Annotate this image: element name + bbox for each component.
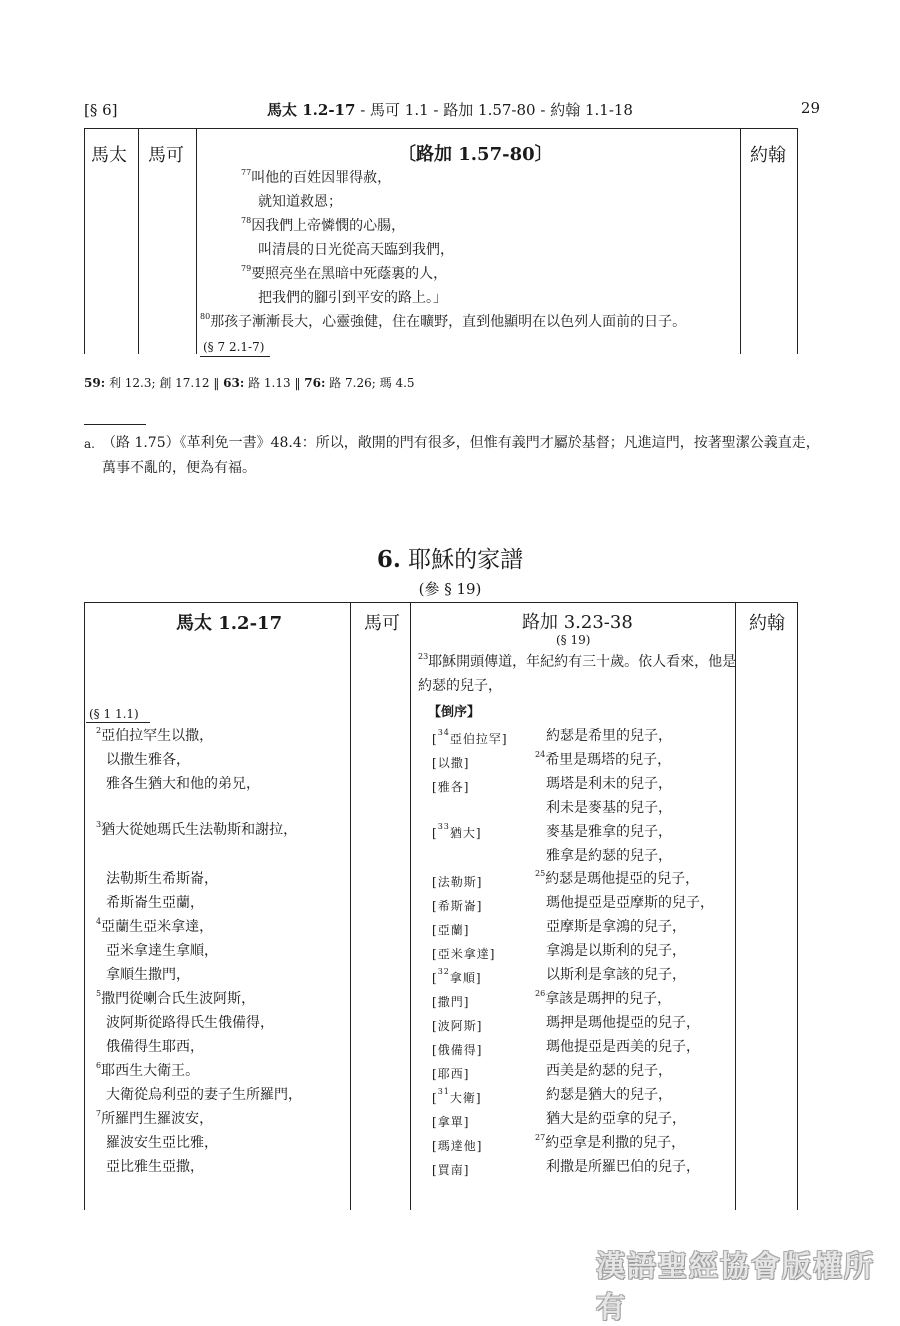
verse-text: 因我們上帝憐憫的心腸， bbox=[251, 218, 406, 234]
header-title-rest: - 馬可 1.1 - 路加 1.57-80 - 約翰 1.1-18 bbox=[355, 101, 633, 119]
col-header-matthew: 馬太 bbox=[91, 145, 127, 166]
name-text: 猶大 bbox=[449, 826, 476, 840]
verse-number: 31 bbox=[437, 1087, 450, 1096]
name-text: 耶西 bbox=[437, 1067, 464, 1081]
col-header-john: 約翰 bbox=[750, 145, 786, 166]
verse-text: 撒門從喇合氏生波阿斯， bbox=[101, 991, 256, 1007]
luke-verse-line bbox=[258, 243, 454, 257]
ref-underline bbox=[86, 722, 150, 723]
table1-top-rule bbox=[84, 128, 798, 129]
reverse-order-name: [拿單] bbox=[432, 1115, 470, 1129]
luke-verse-line bbox=[546, 729, 672, 743]
page-number: 29 bbox=[800, 99, 820, 117]
verse-number: 25 bbox=[535, 869, 546, 878]
table1-col-divider bbox=[740, 128, 741, 354]
table1-col-divider bbox=[138, 128, 139, 354]
table1-col-divider bbox=[84, 128, 85, 354]
verse-text: 亞伯拉罕生以撒， bbox=[101, 728, 214, 744]
reverse-order-name: [瑪達他] bbox=[432, 1139, 483, 1153]
cross-ref-verse-63: 63: bbox=[223, 376, 245, 390]
cross-ref-text: 路 7.26; 瑪 4.5 bbox=[325, 376, 415, 390]
verse-text: 亞比雅生亞撒， bbox=[106, 1159, 204, 1175]
luke-verse-line bbox=[200, 312, 687, 330]
luke-verse-line bbox=[258, 195, 342, 209]
name-text: 拿順 bbox=[449, 971, 476, 985]
luke-verse-line bbox=[535, 750, 672, 768]
verse-text: 雅各生猶大和他的弟兄， bbox=[106, 776, 260, 792]
verse-number: 79 bbox=[241, 264, 252, 273]
luke-intro-line: 約瑟的兒子， bbox=[418, 678, 502, 694]
luke-verse-line bbox=[535, 989, 672, 1007]
col-header-mark: 馬可 bbox=[148, 145, 184, 166]
name-text: 雅各 bbox=[437, 780, 464, 794]
verse-number: 23 bbox=[418, 652, 429, 661]
verse-number: 7 bbox=[96, 1109, 102, 1118]
reverse-order-label: 【倒序】 bbox=[428, 705, 481, 720]
verse-text: 麥基是雅拿的兒子， bbox=[546, 824, 672, 840]
reverse-order-name: [法勒斯] bbox=[432, 875, 483, 889]
matthew-verse-line bbox=[106, 1088, 302, 1102]
verse-text: 把我們的腳引到平安的路上。」 bbox=[258, 290, 447, 306]
verse-text: 希里是瑪塔的兒子， bbox=[545, 752, 672, 768]
verse-text: 利撒是所羅巴伯的兒子， bbox=[546, 1159, 700, 1175]
table2-col-divider bbox=[735, 602, 736, 1210]
matthew-verse-line bbox=[96, 1061, 200, 1079]
reverse-order-name: [撒門] bbox=[432, 995, 470, 1009]
verse-text: 約瑟是瑪他提亞的兒子， bbox=[545, 871, 700, 887]
luke-verse-line bbox=[241, 264, 448, 282]
matthew-verse-line bbox=[96, 1109, 214, 1127]
name-text: 法勒斯 bbox=[437, 875, 477, 889]
luke-verse-line bbox=[546, 1040, 700, 1054]
verse-text: 要照亮坐在黑暗中死蔭裏的人， bbox=[251, 266, 448, 282]
verse-number: 78 bbox=[241, 216, 252, 225]
verse-text: 瑪押是瑪他提亞的兒子， bbox=[546, 1015, 700, 1031]
luke-verse-line bbox=[535, 1133, 686, 1151]
luke-cross-ref: (§ 19) bbox=[556, 633, 591, 647]
footnote-line: 萬事不亂的，便為有福。 bbox=[102, 460, 256, 476]
verse-text: 那孩子漸漸長大，心靈強健，住在曠野，直到他顯明在以色列人面前的日子。 bbox=[210, 314, 687, 330]
cross-references bbox=[84, 377, 415, 389]
table1-col-divider bbox=[797, 128, 798, 354]
matthew-verse-line bbox=[106, 777, 260, 791]
luke-verse-line bbox=[241, 168, 392, 186]
name-text: 大衛 bbox=[449, 1091, 476, 1105]
verse-number: 24 bbox=[535, 750, 546, 759]
footnote-mark: a. bbox=[84, 437, 95, 451]
verse-number: 34 bbox=[437, 728, 450, 737]
col-header-john: 約翰 bbox=[749, 613, 785, 634]
verse-text: 以撒生雅各， bbox=[106, 752, 190, 768]
verse-number: 2 bbox=[96, 726, 102, 735]
verse-text: 亞摩斯是拿鴻的兒子， bbox=[546, 919, 686, 935]
verse-text: 瑪他提亞是亞摩斯的兒子， bbox=[546, 895, 714, 911]
verse-number: 32 bbox=[437, 967, 450, 976]
col-header-luke: 路加 3.23-38 bbox=[522, 612, 633, 633]
ref-underline bbox=[200, 356, 270, 357]
verse-text: 就知道救恩； bbox=[258, 194, 342, 210]
name-text: 以撒 bbox=[437, 756, 464, 770]
matthew-verse-line bbox=[96, 917, 214, 935]
luke-intro-line bbox=[418, 652, 737, 670]
name-text: 亞蘭 bbox=[437, 923, 464, 937]
verse-text: 拿鴻是以斯利的兒子， bbox=[546, 943, 686, 959]
cross-ref-text: 路 1.13 ‖ bbox=[244, 376, 305, 390]
matthew-verse-line bbox=[106, 872, 218, 886]
verse-text: 西美是約瑟的兒子， bbox=[546, 1063, 672, 1079]
luke-verse-line bbox=[546, 801, 672, 815]
verse-text: 約瑟是希里的兒子， bbox=[546, 728, 672, 744]
matthew-verse-line bbox=[96, 820, 298, 838]
luke-verse-line bbox=[241, 216, 406, 234]
reverse-order-name: [$^{31}$大衛] bbox=[432, 1087, 482, 1105]
matthew-verse-line bbox=[106, 753, 190, 767]
luke-verse-line bbox=[546, 1112, 686, 1126]
cross-ref-text: 利 12.3; 創 17.12 ‖ bbox=[105, 376, 224, 390]
section-subtitle: (參 § 19) bbox=[418, 580, 482, 598]
verse-text: 猶大是約亞拿的兒子， bbox=[546, 1111, 686, 1127]
name-text: 亞伯拉罕 bbox=[449, 732, 502, 746]
verse-text: 俄備得生耶西， bbox=[106, 1039, 204, 1055]
luke-verse-line bbox=[546, 849, 672, 863]
table1-col-divider bbox=[196, 128, 197, 354]
footnote-line: （路 1.75）《革利免一書》48.4：所以，敞開的門有很多，但惟有義門才屬於基督；凡進這門，按著聖潔公義直走， bbox=[102, 435, 820, 451]
table2-col-divider bbox=[410, 602, 411, 1210]
copyright-watermark: 漢語聖經協會版權所有 bbox=[596, 1249, 876, 1324]
verse-text: 法勒斯生希斯崙， bbox=[106, 871, 218, 887]
matthew-cross-ref: (§ 1 1.1) bbox=[89, 707, 139, 721]
col-header-matthew: 馬太 1.2-17 bbox=[176, 613, 283, 634]
col-header-luke: 〔路加 1.57-80〕 bbox=[398, 144, 553, 165]
verse-number: 5 bbox=[96, 989, 102, 998]
matthew-verse-line bbox=[106, 968, 190, 982]
luke-verse-line bbox=[258, 291, 447, 305]
verse-text: 瑪塔是利未的兒子， bbox=[546, 776, 672, 792]
footnote-rule bbox=[84, 424, 146, 425]
reverse-order-name: [希斯崙] bbox=[432, 899, 483, 913]
table2-col-divider bbox=[350, 602, 351, 1210]
verse-text: 拿該是瑪押的兒子， bbox=[545, 991, 672, 1007]
section-name: 耶穌的家譜 bbox=[408, 547, 524, 573]
verse-text: 拿順生撒門， bbox=[106, 967, 190, 983]
verse-text: 約瑟是猶大的兒子， bbox=[546, 1087, 672, 1103]
table2-col-divider bbox=[797, 602, 798, 1210]
verse-number: 4 bbox=[96, 917, 102, 926]
reverse-order-name: [俄備得] bbox=[432, 1043, 483, 1057]
verse-text: 耶穌開頭傳道，年紀約有三十歲。依人看來，他是 bbox=[428, 654, 737, 670]
luke-verse-line bbox=[546, 1088, 672, 1102]
section-title bbox=[0, 541, 900, 574]
verse-text: 大衛從烏利亞的妻子生所羅門， bbox=[106, 1087, 302, 1103]
matthew-verse-line bbox=[106, 944, 218, 958]
luke-verse-line bbox=[546, 1064, 672, 1078]
name-text: 買南 bbox=[437, 1163, 464, 1177]
verse-text: 利未是麥基的兒子， bbox=[546, 800, 672, 816]
luke-verse-line bbox=[546, 968, 686, 982]
verse-text: 雅拿是約瑟的兒子， bbox=[546, 848, 672, 864]
reverse-order-name: [$^{33}$猶大] bbox=[432, 822, 482, 840]
col-header-mark: 馬可 bbox=[364, 613, 400, 634]
reverse-order-name: [雅各] bbox=[432, 780, 470, 794]
reverse-order-name: [亞米拿達] bbox=[432, 947, 496, 961]
verse-text: 亞蘭生亞米拿達， bbox=[101, 919, 214, 935]
verse-text: 叫清晨的日光從高天臨到我們， bbox=[258, 242, 454, 258]
table2-top-rule bbox=[84, 602, 798, 603]
verse-text: 叫他的百姓因罪得赦， bbox=[251, 170, 392, 186]
reverse-order-name: [波阿斯] bbox=[432, 1019, 483, 1033]
name-text: 波阿斯 bbox=[437, 1019, 477, 1033]
verse-number: 80 bbox=[200, 312, 211, 321]
verse-text: 波阿斯從路得氏生俄備得， bbox=[106, 1015, 274, 1031]
verse-text: 約亞拿是利撒的兒子， bbox=[545, 1135, 686, 1151]
luke-verse-line bbox=[546, 896, 714, 910]
reverse-order-name: [耶西] bbox=[432, 1067, 470, 1081]
matthew-verse-line bbox=[106, 896, 204, 910]
name-text: 俄備得 bbox=[437, 1043, 477, 1057]
reverse-order-name: [亞蘭] bbox=[432, 923, 470, 937]
verse-text: 亞米拿達生拿順， bbox=[106, 943, 218, 959]
matthew-verse-line bbox=[106, 1136, 218, 1150]
verse-number: 3 bbox=[96, 820, 102, 829]
verse-text: 羅波安生亞比雅， bbox=[106, 1135, 218, 1151]
table2-col-divider bbox=[84, 602, 85, 1210]
reverse-order-name: [$^{34}$亞伯拉罕] bbox=[432, 728, 508, 746]
matthew-verse-line bbox=[106, 1040, 204, 1054]
name-text: 希斯崙 bbox=[437, 899, 477, 913]
table1-cross-ref: (§ 7 2.1-7) bbox=[203, 340, 265, 354]
matthew-verse-line bbox=[106, 1160, 204, 1174]
reverse-order-name: [買南] bbox=[432, 1163, 470, 1177]
luke-verse-line bbox=[546, 920, 686, 934]
luke-verse-line bbox=[546, 1016, 700, 1030]
reverse-order-name: [$^{32}$拿順] bbox=[432, 967, 482, 985]
section-number: 6. bbox=[376, 546, 401, 573]
cross-ref-verse-76: 76: bbox=[304, 376, 326, 390]
verse-text: 猶大從她瑪氏生法勒斯和謝拉， bbox=[101, 822, 298, 838]
verse-text: 耶西生大衛王。 bbox=[101, 1063, 200, 1079]
verse-number: 33 bbox=[437, 822, 450, 831]
matthew-verse-line bbox=[106, 1016, 274, 1030]
verse-number: 77 bbox=[241, 168, 252, 177]
name-text: 撒門 bbox=[437, 995, 464, 1009]
luke-verse-line bbox=[546, 777, 672, 791]
name-text: 亞米拿達 bbox=[437, 947, 490, 961]
matthew-verse-line bbox=[96, 989, 256, 1007]
luke-verse-line bbox=[546, 1160, 700, 1174]
name-text: 瑪達他 bbox=[437, 1139, 477, 1153]
verse-number: 26 bbox=[535, 989, 546, 998]
verse-number: 6 bbox=[96, 1061, 102, 1070]
luke-verse-line bbox=[546, 944, 686, 958]
verse-number: 27 bbox=[535, 1133, 546, 1142]
luke-verse-line bbox=[535, 869, 700, 887]
luke-verse-line bbox=[546, 825, 672, 839]
verse-text: 所羅門生羅波安， bbox=[101, 1111, 214, 1127]
reverse-order-name: [以撒] bbox=[432, 756, 470, 770]
name-text: 拿單 bbox=[437, 1115, 464, 1129]
verse-text: 希斯崙生亞蘭， bbox=[106, 895, 204, 911]
header-title-bold: 馬太 1.2-17 bbox=[267, 101, 356, 119]
matthew-verse-line bbox=[96, 726, 214, 744]
section-marker: [§ 6] bbox=[84, 101, 118, 119]
verse-text: 以斯利是拿該的兒子， bbox=[546, 967, 686, 983]
verse-text: 瑪他提亞是西美的兒子， bbox=[546, 1039, 700, 1055]
cross-ref-verse-59: 59: bbox=[84, 376, 106, 390]
